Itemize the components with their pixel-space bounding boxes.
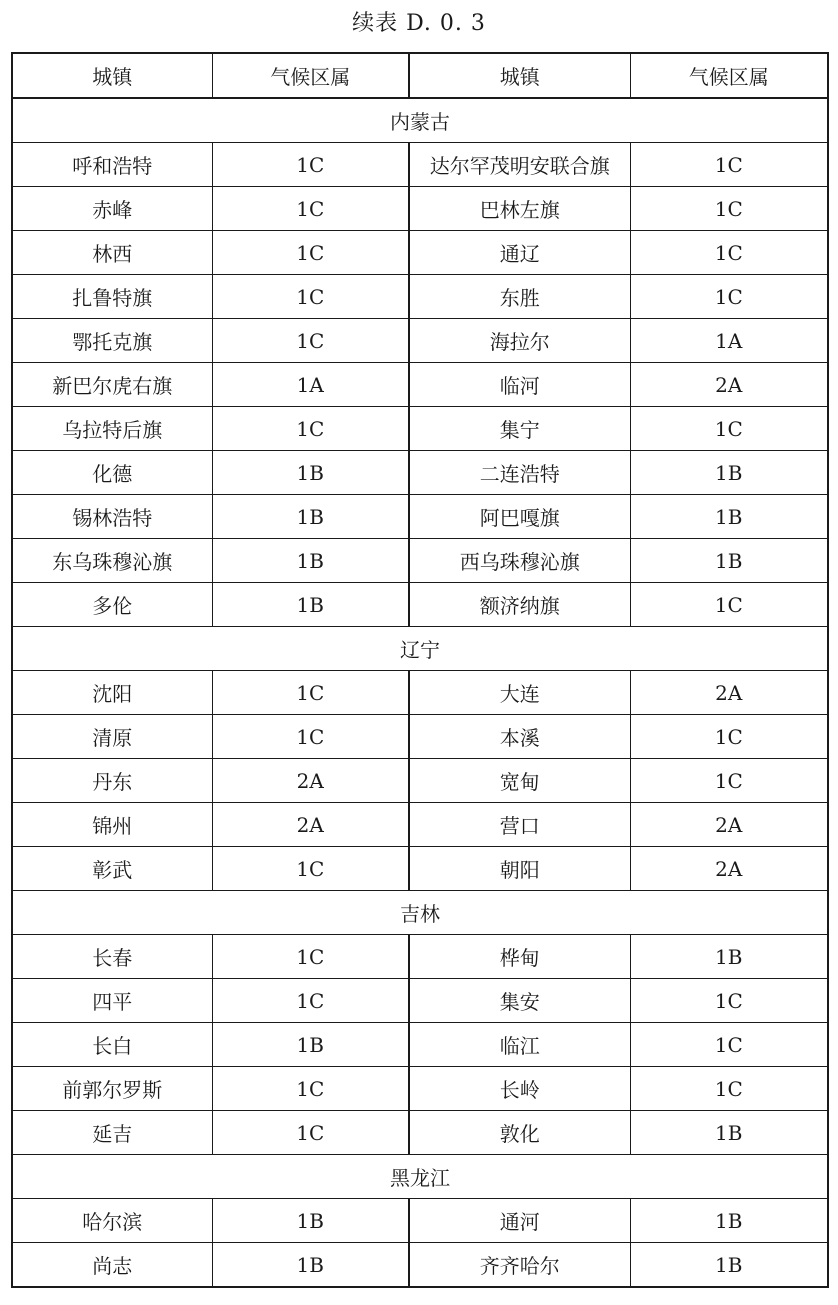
climate-zone-cell: 1C <box>212 1111 409 1155</box>
city-cell: 长白 <box>12 1023 212 1067</box>
city-cell: 赤峰 <box>12 187 212 231</box>
climate-zone-cell: 1C <box>630 407 828 451</box>
city-cell: 呼和浩特 <box>12 143 212 187</box>
city-cell: 化德 <box>12 451 212 495</box>
table-row <box>12 979 828 1023</box>
section-row <box>12 891 828 935</box>
city-cell: 多伦 <box>12 583 212 627</box>
climate-zone-cell: 1A <box>630 319 828 363</box>
header-climate-zone-1: 气候区属 <box>212 53 409 98</box>
section-row <box>12 98 828 143</box>
climate-zone-cell: 1C <box>212 935 409 979</box>
city-cell: 林西 <box>12 231 212 275</box>
climate-zone-cell: 1C <box>630 1067 828 1111</box>
city-cell: 额济纳旗 <box>409 583 630 627</box>
table-row <box>12 715 828 759</box>
table-row <box>12 935 828 979</box>
climate-zone-cell: 1C <box>212 275 409 319</box>
table-row <box>12 539 828 583</box>
climate-zone-cell: 1B <box>630 1243 828 1288</box>
climate-zone-cell: 1C <box>630 187 828 231</box>
header-climate-zone-2: 气候区属 <box>630 53 828 98</box>
climate-zone-cell: 1C <box>630 715 828 759</box>
city-cell: 巴林左旗 <box>409 187 630 231</box>
table-row <box>12 759 828 803</box>
city-cell: 长春 <box>12 935 212 979</box>
city-cell: 彰武 <box>12 847 212 891</box>
table-row <box>12 847 828 891</box>
climate-zone-cell: 1C <box>212 715 409 759</box>
city-cell: 宽甸 <box>409 759 630 803</box>
climate-zone-cell: 1C <box>212 407 409 451</box>
climate-zone-cell: 1B <box>630 935 828 979</box>
climate-zone-cell: 1C <box>630 1023 828 1067</box>
city-cell: 本溪 <box>409 715 630 759</box>
city-cell: 齐齐哈尔 <box>409 1243 630 1288</box>
table-caption: 续表 D. 0. 3 <box>352 11 486 36</box>
climate-zone-cell: 1B <box>212 1243 409 1288</box>
table-row <box>12 187 828 231</box>
climate-zone-cell: 1C <box>630 143 828 187</box>
city-cell: 通辽 <box>409 231 630 275</box>
table-row <box>12 407 828 451</box>
table-row <box>12 803 828 847</box>
section-row <box>12 1155 828 1199</box>
table-row <box>12 275 828 319</box>
city-cell: 临河 <box>409 363 630 407</box>
table-row <box>12 583 828 627</box>
table-header <box>12 53 828 98</box>
climate-zone-cell: 1B <box>212 539 409 583</box>
city-cell: 达尔罕茂明安联合旗 <box>409 143 630 187</box>
city-cell: 海拉尔 <box>409 319 630 363</box>
city-cell: 尚志 <box>12 1243 212 1288</box>
climate-zone-cell: 1C <box>212 671 409 715</box>
climate-zone-cell: 2A <box>212 759 409 803</box>
climate-zone-cell: 1B <box>630 1111 828 1155</box>
climate-zone-cell: 2A <box>630 363 828 407</box>
table-row <box>12 319 828 363</box>
table-row <box>12 451 828 495</box>
climate-zone-cell: 1C <box>212 847 409 891</box>
header-city-1: 城镇 <box>12 53 212 98</box>
table-row <box>12 1067 828 1111</box>
city-cell: 鄂托克旗 <box>12 319 212 363</box>
climate-zone-cell: 1C <box>212 319 409 363</box>
city-cell: 通河 <box>409 1199 630 1243</box>
climate-zone-cell: 1C <box>630 759 828 803</box>
city-cell: 长岭 <box>409 1067 630 1111</box>
climate-zone-cell: 1C <box>212 187 409 231</box>
climate-zone-cell: 1B <box>212 495 409 539</box>
city-cell: 锡林浩特 <box>12 495 212 539</box>
table-row <box>12 1199 828 1243</box>
section-title: 内蒙古 <box>12 98 828 143</box>
climate-zone-cell: 2A <box>630 847 828 891</box>
climate-zone-cell: 1C <box>630 583 828 627</box>
city-cell: 丹东 <box>12 759 212 803</box>
section-title: 吉林 <box>12 891 828 935</box>
section-title: 黑龙江 <box>12 1155 828 1199</box>
table-row <box>12 1111 828 1155</box>
city-cell: 大连 <box>409 671 630 715</box>
climate-zone-cell: 1B <box>630 495 828 539</box>
city-cell: 前郭尔罗斯 <box>12 1067 212 1111</box>
city-cell: 西乌珠穆沁旗 <box>409 539 630 583</box>
header-city-2: 城镇 <box>409 53 630 98</box>
section-row <box>12 627 828 671</box>
climate-zone-cell: 1B <box>212 583 409 627</box>
table-body <box>12 98 828 1287</box>
climate-zone-cell: 1C <box>212 979 409 1023</box>
climate-zone-cell: 2A <box>630 671 828 715</box>
climate-zone-cell: 1B <box>630 451 828 495</box>
city-cell: 新巴尔虎右旗 <box>12 363 212 407</box>
climate-zone-cell: 2A <box>630 803 828 847</box>
city-cell: 东乌珠穆沁旗 <box>12 539 212 583</box>
climate-zone-cell: 1B <box>630 539 828 583</box>
climate-zone-cell: 1B <box>212 1199 409 1243</box>
city-cell: 二连浩特 <box>409 451 630 495</box>
city-cell: 乌拉特后旗 <box>12 407 212 451</box>
city-cell: 朝阳 <box>409 847 630 891</box>
climate-zone-cell: 2A <box>212 803 409 847</box>
climate-zone-cell: 1B <box>630 1199 828 1243</box>
section-title: 辽宁 <box>12 627 828 671</box>
city-cell: 锦州 <box>12 803 212 847</box>
table-row <box>12 143 828 187</box>
city-cell: 营口 <box>409 803 630 847</box>
climate-zone-cell: 1C <box>212 143 409 187</box>
city-cell: 延吉 <box>12 1111 212 1155</box>
climate-zone-cell: 1C <box>630 979 828 1023</box>
city-cell: 阿巴嘎旗 <box>409 495 630 539</box>
climate-zone-cell: 1C <box>212 1067 409 1111</box>
table-row <box>12 1023 828 1067</box>
city-cell: 扎鲁特旗 <box>12 275 212 319</box>
climate-zone-table <box>11 52 829 1288</box>
city-cell: 沈阳 <box>12 671 212 715</box>
header-row <box>12 53 828 98</box>
climate-zone-cell: 1C <box>212 231 409 275</box>
city-cell: 桦甸 <box>409 935 630 979</box>
city-cell: 集宁 <box>409 407 630 451</box>
table-row <box>12 363 828 407</box>
climate-zone-cell: 1C <box>630 275 828 319</box>
climate-zone-cell: 1B <box>212 451 409 495</box>
table-row <box>12 671 828 715</box>
city-cell: 临江 <box>409 1023 630 1067</box>
city-cell: 清原 <box>12 715 212 759</box>
city-cell: 集安 <box>409 979 630 1023</box>
table-row <box>12 1243 828 1288</box>
table-row <box>12 495 828 539</box>
city-cell: 哈尔滨 <box>12 1199 212 1243</box>
city-cell: 东胜 <box>409 275 630 319</box>
climate-zone-cell: 1C <box>630 231 828 275</box>
city-cell: 敦化 <box>409 1111 630 1155</box>
city-cell: 四平 <box>12 979 212 1023</box>
climate-zone-cell: 1A <box>212 363 409 407</box>
table-row <box>12 231 828 275</box>
climate-zone-cell: 1B <box>212 1023 409 1067</box>
